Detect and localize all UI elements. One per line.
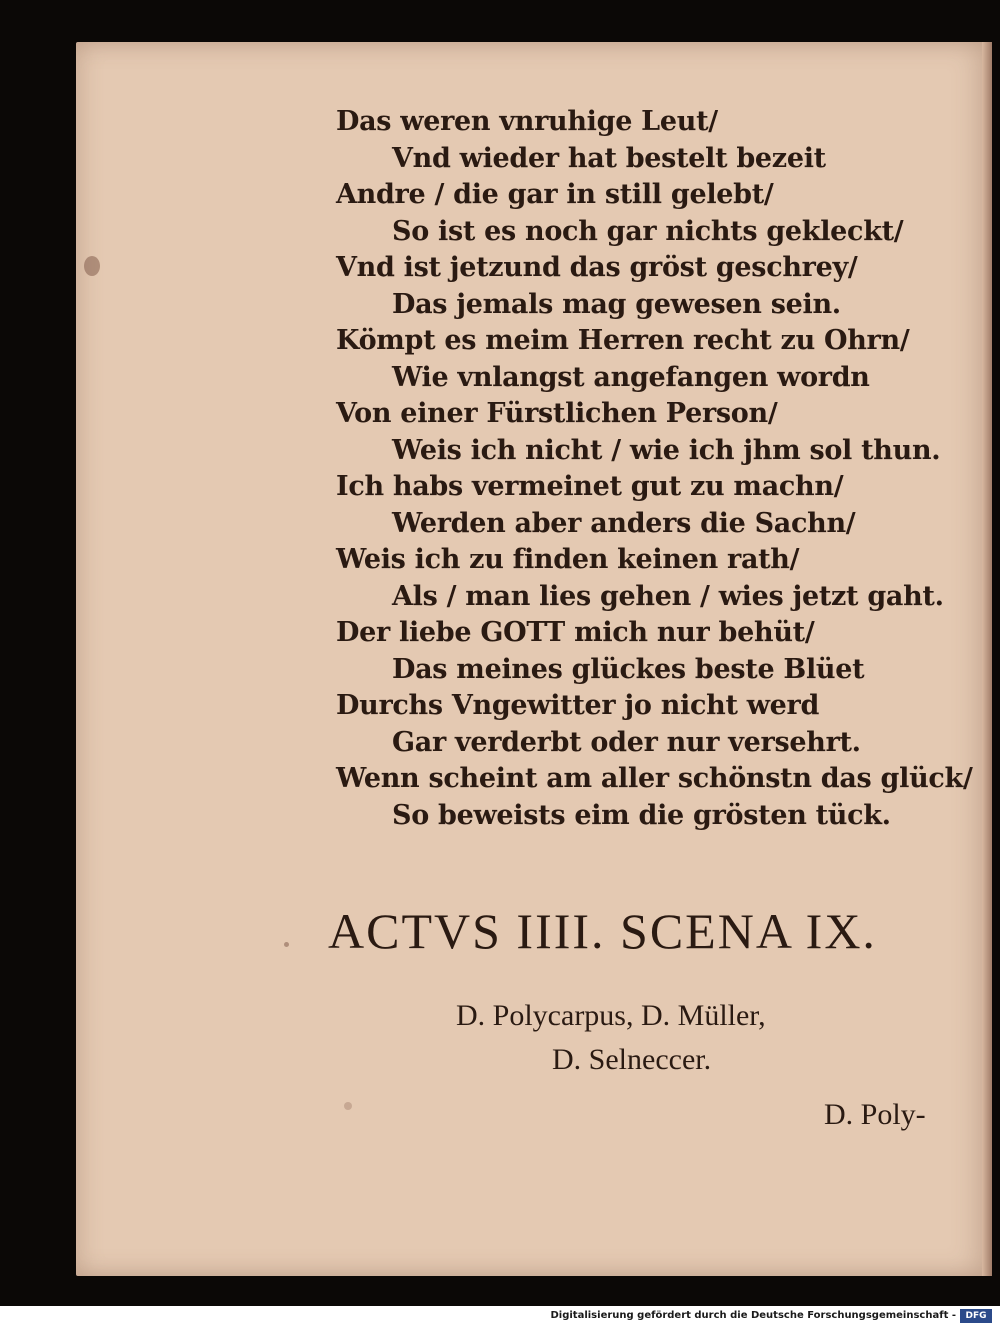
funding-notice: Digitalisierung gefördert durch die Deutsche Forschungsgemeinschaft - bbox=[550, 1310, 956, 1321]
verse-line: So beweists eim die grösten tück. bbox=[392, 799, 891, 831]
persons-line-1: D. Polycarpus, D. Müller, bbox=[456, 999, 766, 1032]
verse-line: Vnd wieder hat bestelt bezeit bbox=[392, 142, 826, 174]
verse-line: Andre / die gar in still gelebt/ bbox=[336, 179, 774, 210]
persons-line-2: D. Selneccer. bbox=[552, 1043, 712, 1076]
digitization-footer bbox=[0, 1306, 1000, 1327]
paper-stain bbox=[284, 942, 289, 947]
page-edge bbox=[982, 42, 992, 1276]
act-scene-heading: ACTVS IIII. SCENA IX. bbox=[328, 903, 877, 959]
verse-line: Von einer Fürstlichen Person/ bbox=[336, 398, 778, 429]
book-page bbox=[76, 42, 992, 1276]
verse-line: Kömpt es meim Herren recht zu Ohrn/ bbox=[336, 325, 910, 356]
verse-line: Das jemals mag gewesen sein. bbox=[392, 288, 841, 320]
verse-line: Weis ich zu finden keinen rath/ bbox=[336, 544, 800, 575]
dramatis-personae bbox=[456, 994, 856, 1082]
verse-line: Werden aber anders die Sachn/ bbox=[392, 507, 856, 539]
verse-text bbox=[336, 104, 976, 834]
verse-line: Wenn scheint am aller schönstn das glück/ bbox=[336, 763, 973, 794]
verse-line: Wie vnlangst angefangen wordn bbox=[392, 361, 870, 393]
dfg-logo-icon: DFG bbox=[960, 1309, 992, 1323]
verse-line: Ich habs vermeinet gut zu machn/ bbox=[336, 471, 844, 502]
paper-stain bbox=[84, 256, 100, 276]
verse-line: Das weren vnruhige Leut/ bbox=[336, 106, 718, 137]
verse-line: So ist es noch gar nichts gekleckt/ bbox=[392, 215, 904, 247]
verse-line: Gar verderbt oder nur versehrt. bbox=[392, 726, 861, 758]
verse-line: Als / man lies gehen / wies jetzt gaht. bbox=[392, 580, 944, 612]
verse-line: Vnd ist jetzund das gröst geschrey/ bbox=[336, 252, 858, 283]
verse-line: Weis ich nicht / wie ich jhm sol thun. bbox=[392, 434, 941, 466]
verse-line: Der liebe GOTT mich nur behüt/ bbox=[336, 617, 815, 648]
paper-stain bbox=[344, 1102, 352, 1110]
verse-line: Das meines glückes beste Blüet bbox=[392, 653, 865, 685]
catchword: D. Poly- bbox=[824, 1098, 926, 1131]
verse-line: Durchs Vngewitter jo nicht werd bbox=[336, 690, 820, 721]
